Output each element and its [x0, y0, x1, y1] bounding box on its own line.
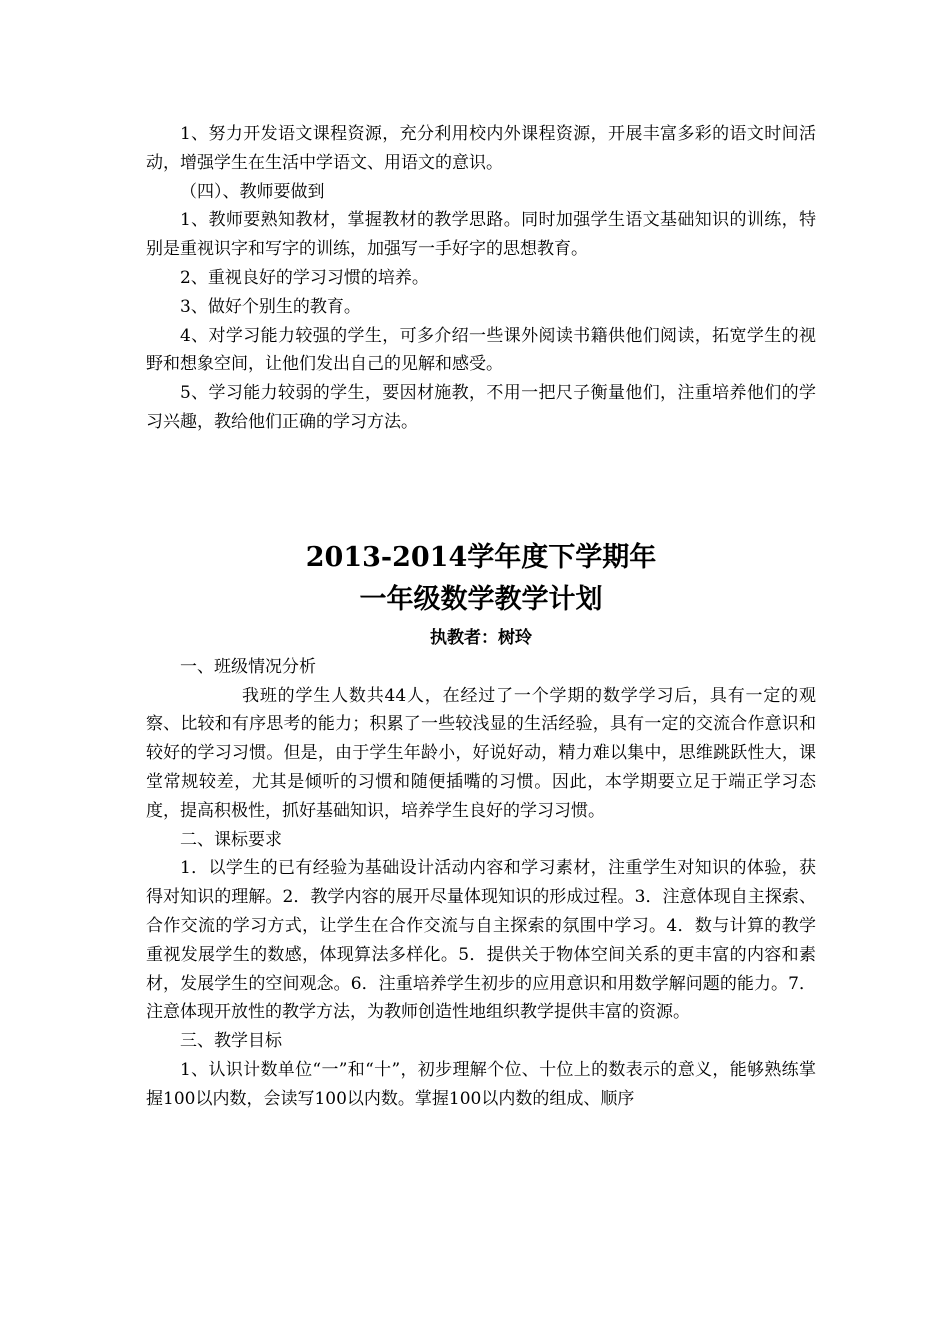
list-item: 4、对学习能力较强的学生，可多介绍一些课外阅读书籍供他们阅读，拓宽学生的视野和想象空间，让他们发出自己的见解和感受。 — [146, 325, 816, 375]
paragraph-class-analysis: 我班的学生人数共44人，在经过了一个学期的数学学习后，具有一定的观察、比较和有序思考的能力；积累了一些较浅显的生活经验，具有一定的交流合作意识和较好的学习习惯。但是，由于学生年龄小，好说好动，精力难以集中，思维跳跃性大，课堂常规较差，尤其是倾听的习惯和随便插嘴的习惯。因此，本学期要立足于端正学习态度，提高积极性，抓好基础知识，培养学生良好的学习习惯。 — [146, 685, 816, 821]
plan-title-line2: 一年级数学教学计划 — [359, 583, 603, 615]
list-item: 5、学习能力较弱的学生，要因材施教，不用一把尺子衡量他们，注重培养他们的学习兴趣，教给他们正确的学习方法。 — [146, 383, 816, 432]
plan-title-line1: 2013-2014学年度下学期年 — [305, 541, 657, 573]
paragraph-curriculum: 1．以学生的已有经验为基础设计活动内容和学习素材，注重学生对知识的体验，获得对知识的理解。2．教学内容的展开尽量体现知识的形成过程。3．注意体现自主探索、合作交流的学习方式，让学生在合作交流与自主探索的氛围中学习。4．数与计算的教学重视发展学生的数感，体现算法多样化。5．提供关于物体空间关系的更丰富的内容和素材，发展学生的空间观念。6．注重培养学生初步的应用意识和用数学解问题的能力。7．注意体现开放性的教学方法，为教师创造性地组织教学提供丰富的资源。 — [146, 858, 816, 1023]
paragraph-goals: 1、认识计数单位“一”和“十”，初步理解个位、十位上的数表示的意义，能够熟练掌握100以内数，会读写100以内数。掌握100以内数的组成、顺序 — [146, 1059, 816, 1109]
section-gap — [146, 437, 816, 537]
section-heading-curriculum: 二、课标要求 — [180, 829, 282, 850]
list-item: 1、教师要熟知教材，掌握教材的教学思路。同时加强学生语文基础知识的训练，特别是重视识字和写字的训练，加强写一手好字的思想教育。 — [146, 210, 816, 260]
plan-author: 执教者：树玲 — [430, 627, 532, 648]
list-item: 3、做好个别生的教育。 — [180, 296, 361, 317]
document-page — [146, 120, 816, 1114]
section-heading-goals: 三、教学目标 — [180, 1031, 282, 1052]
list-item: 2、重视良好的学习习惯的培养。 — [180, 267, 429, 288]
section-heading-class-analysis: 一、班级情况分析 — [180, 656, 316, 677]
heading-teachers: （四）、教师要做到 — [180, 181, 325, 202]
paragraph-resources: 1、努力开发语文课程资源，充分利用校内外课程资源，开展丰富多彩的语文时间活动，增强学生在生活中学语文、用语文的意识。 — [146, 124, 816, 173]
